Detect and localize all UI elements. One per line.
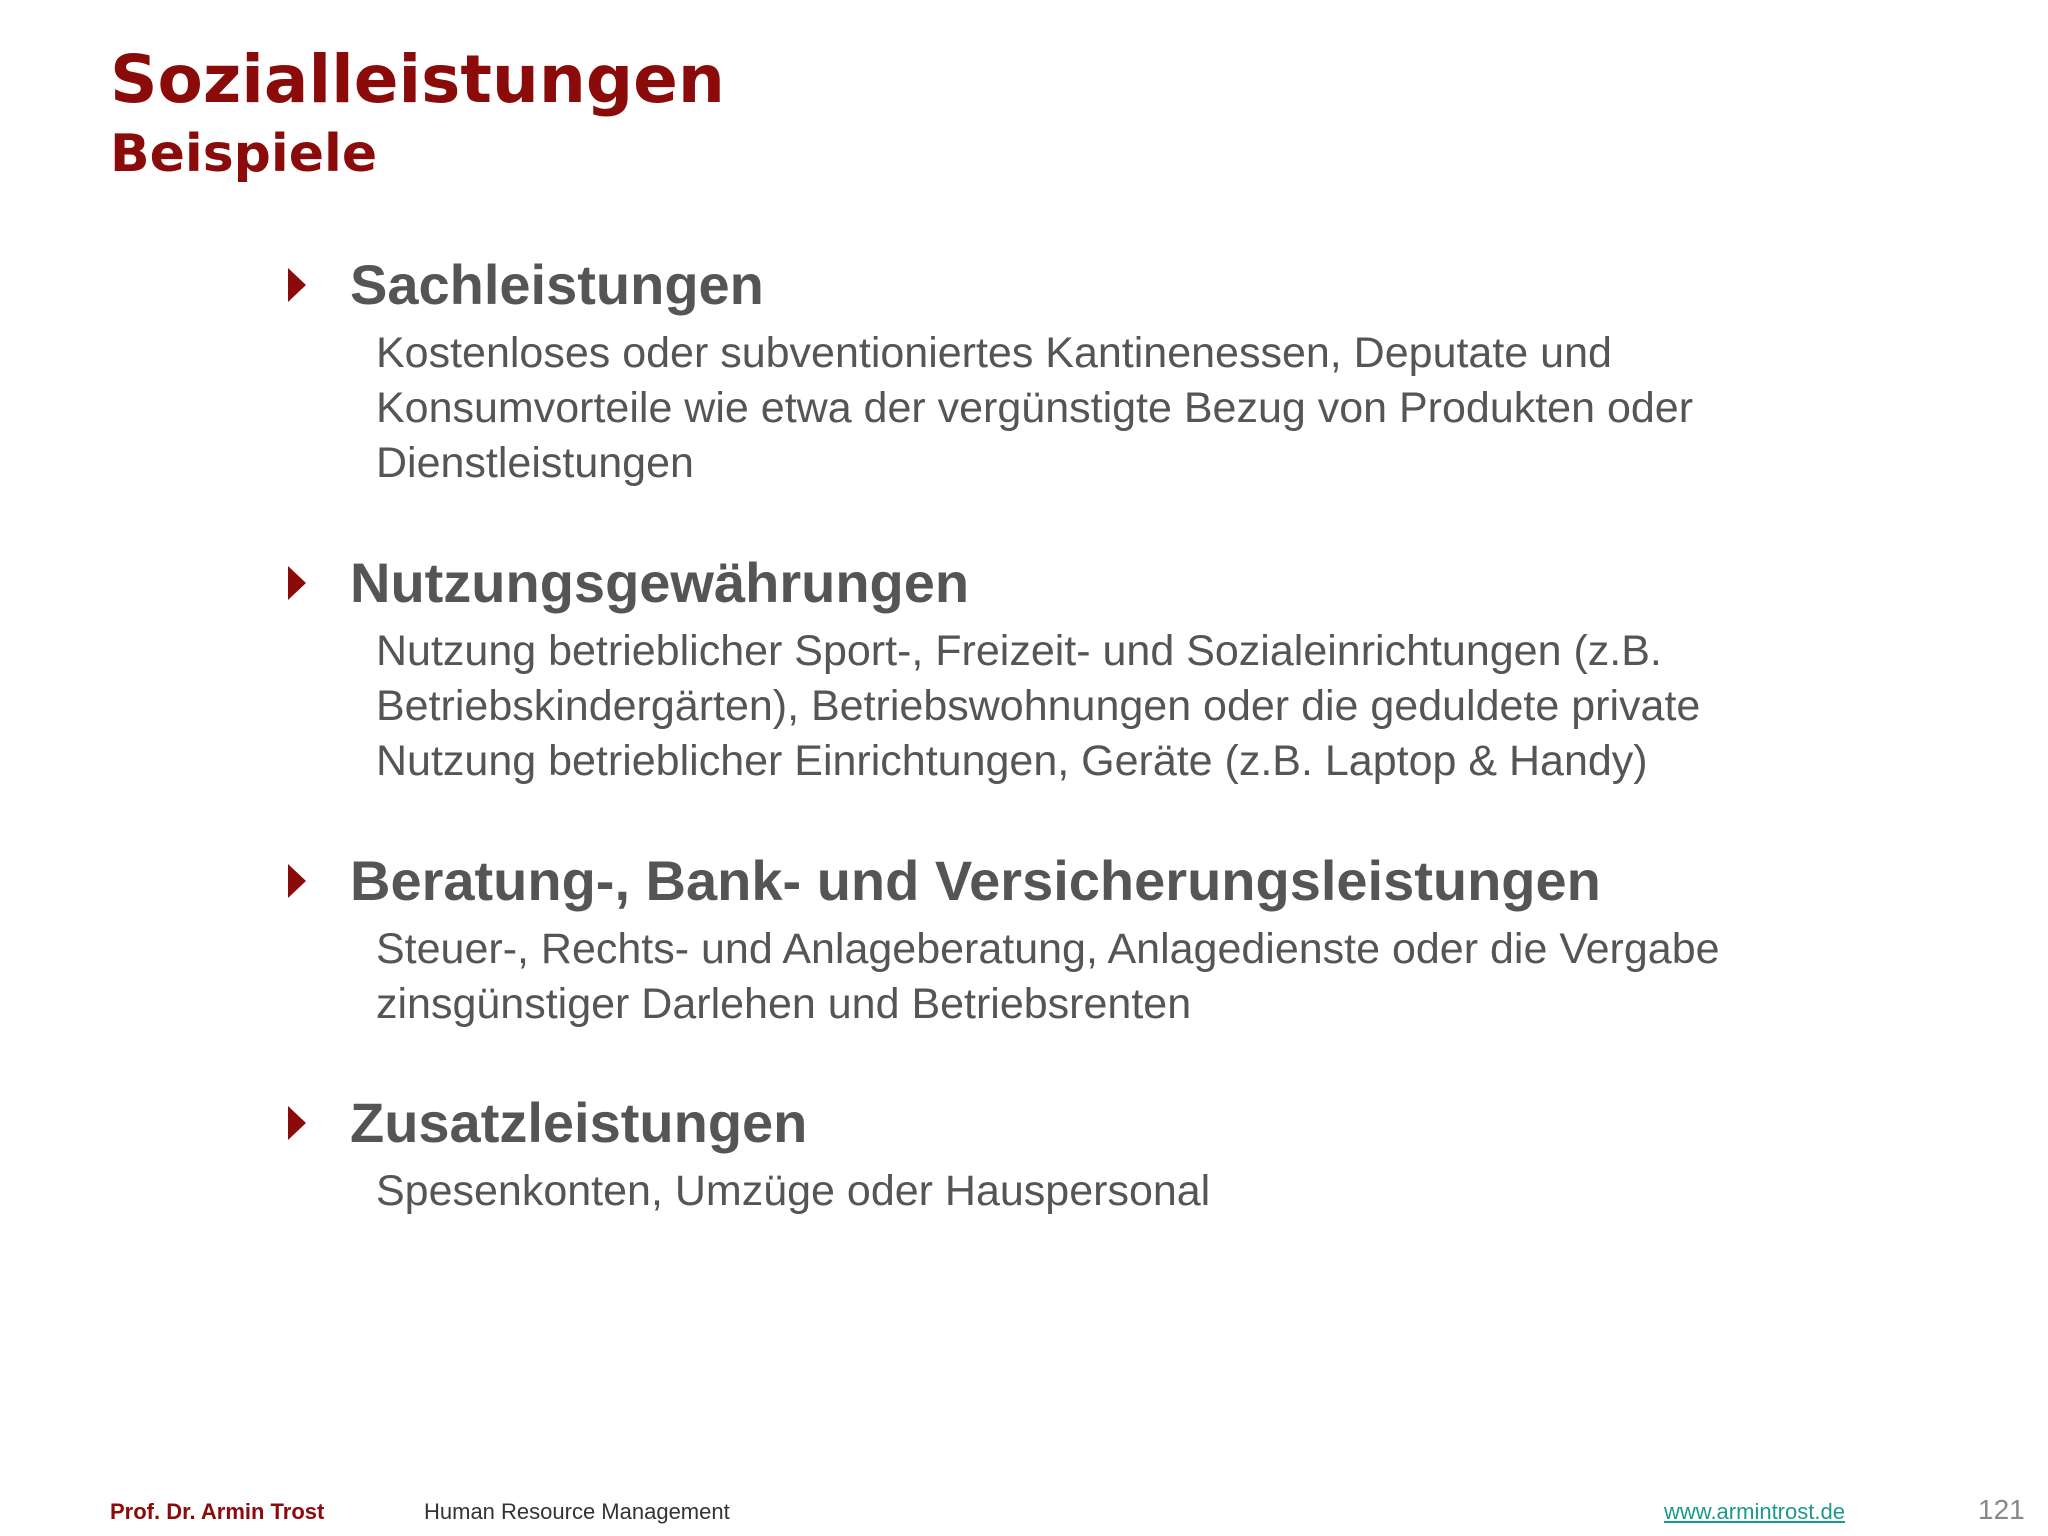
triangle-bullet-icon [288,268,306,302]
section-heading: Beratung-, Bank- und Versicherungsleistungen [350,849,1601,912]
description-line: Kostenloses oder subventioniertes Kantinenessen, Deputate und [376,329,1612,377]
section-heading: Nutzungsgewährungen [350,551,970,614]
section-description [376,624,1856,789]
description-line: Betriebskindergärten), Betriebswohnungen oder die geduldete private [376,682,1701,730]
footer-author: Prof. Dr. Armin Trost [110,1499,325,1524]
triangle-bullet-icon [288,1106,306,1140]
section-description [376,1164,1856,1219]
description-line: Nutzung betrieblicher Einrichtungen, Geräte (z.B. Laptop & Handy) [376,737,1648,785]
triangle-bullet-icon [288,566,306,600]
description-line: zinsgünstiger Darlehen und Betriebsrenten [376,980,1192,1028]
section-description [376,326,1856,491]
footer-website-link[interactable]: www.armintrost.de [1664,1499,1845,1524]
slide-subtitle: Beispiele [110,124,378,184]
page-number: 121 [1978,1494,2025,1525]
description-line: Steuer-, Rechts- und Anlageberatung, Anlagedienste oder die Vergabe [376,925,1720,973]
footer-course: Human Resource Management [424,1499,730,1524]
description-line: Konsumvorteile wie etwa der vergünstigte Bezug von Produkten oder [376,384,1694,432]
description-line: Dienstleistungen [376,439,694,487]
section-heading: Zusatzleistungen [350,1091,808,1154]
section-description [376,922,1856,1032]
triangle-bullet-icon [288,864,306,898]
section-heading: Sachleistungen [350,253,764,316]
description-line: Spesenkonten, Umzüge oder Hauspersonal [376,1167,1211,1215]
description-line: Nutzung betrieblicher Sport-, Freizeit- und Sozialeinrichtungen (z.B. [376,627,1662,675]
slide-title: Sozialleistungen [110,41,725,118]
